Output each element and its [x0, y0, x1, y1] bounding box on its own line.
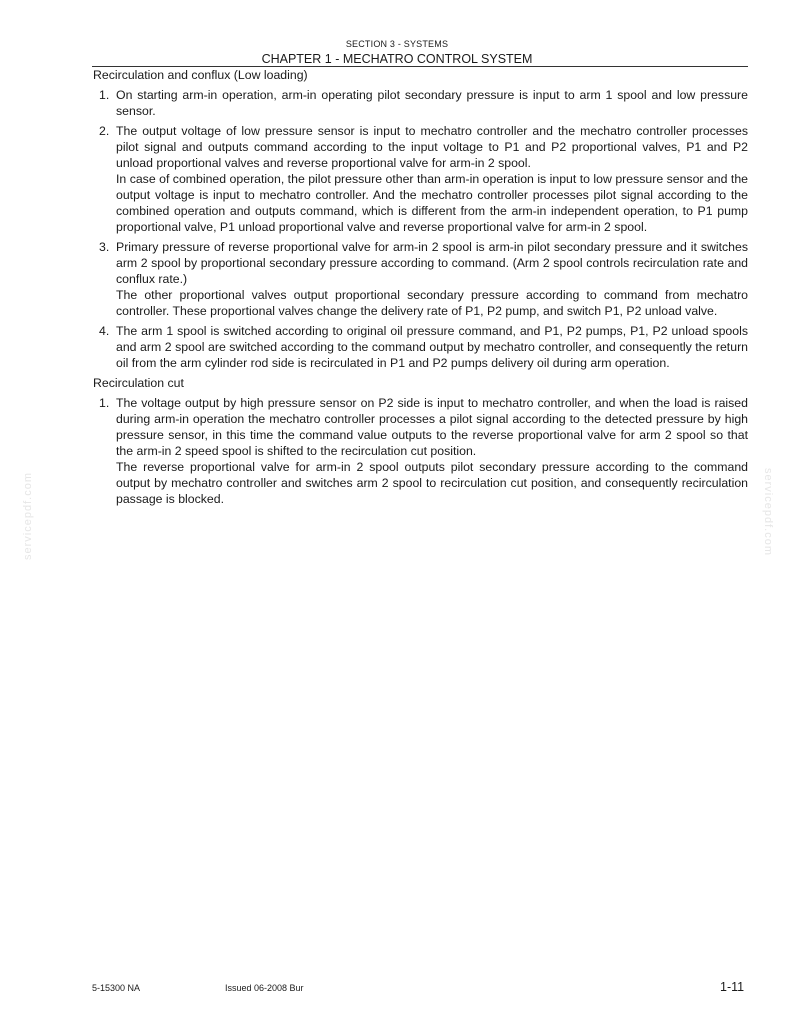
section-heading-recirculation-conflux: Recirculation and conflux (Low loading) [93, 68, 308, 82]
paragraph: The reverse proportional valve for arm-in 2 spool outputs pilot secondary pressure according to the command output by mechatro controller and switches arm 2 spool to recirculation cut position, and consequently recirculation passage is blocked. [116, 460, 748, 506]
numbered-list [93, 87, 748, 371]
watermark-left: servicepdf.com [22, 472, 34, 560]
section-heading-recirculation-cut: Recirculation cut [93, 376, 184, 390]
list-item [93, 395, 748, 507]
item-number: 2. [99, 124, 110, 138]
paragraph: The voltage output by high pressure sensor on P2 side is input to mechatro controller, and when the load is raised during arm-in operation the mechatro controller processes a pilot signal according to the detected pressure by high pressure sensor, in this time the command value outputs to the reverse proportional valve for arm 2 spool so that the arm-in 2 speed spool is shifted to the recirculation cut position. [116, 396, 748, 458]
list-item [93, 239, 748, 319]
list-item [93, 323, 748, 371]
paragraph: The other proportional valves output proportional secondary pressure according to command from mechatro controller. These proportional valves change the delivery rate of P1, P2 pump, and switch P1, P2 unload valve. [116, 288, 748, 318]
watermark-right: servicepdf.com [762, 468, 774, 556]
paragraph: On starting arm-in operation, arm-in operating pilot secondary pressure is input to arm 1 spool and low pressure sensor. [116, 88, 748, 118]
issue-date: Issued 06-2008 Bur [225, 983, 304, 993]
paragraph: Primary pressure of reverse proportional valve for arm-in 2 spool is arm-in pilot secondary pressure and it switches arm 2 spool by proportional secondary pressure according to command. (Arm 2 spool controls recirculation rate and conflux rate.) [116, 240, 748, 286]
numbered-list [93, 395, 748, 507]
list-item [93, 123, 748, 235]
body-content [93, 67, 748, 511]
item-number: 1. [99, 396, 110, 410]
page-footer [0, 980, 794, 1000]
paragraph: The output voltage of low pressure sensor is input to mechatro controller and the mechatro controller processes pilot signal and outputs command according to the input voltage to P1 and P2 proportional valves, P1 and P2 unload proportional valves and reverse proportional valve for arm-in 2 spool. [116, 124, 748, 170]
item-number: 3. [99, 240, 110, 254]
item-number: 4. [99, 324, 110, 338]
document-number: 5-15300 NA [92, 983, 141, 993]
page-header [0, 38, 794, 67]
item-number: 1. [99, 88, 110, 102]
section-title: SECTION 3 - SYSTEMS [345, 39, 449, 49]
paragraph: The arm 1 spool is switched according to original oil pressure command, and P1, P2 pumps, P1, P2 unload spools and arm 2 spool are switched according to the command output by mechatro controller, and consequently the return oil from the arm cylinder rod side is recirculated in P1 and P2 pumps delivery oil during arm operation. [116, 324, 748, 370]
chapter-title: CHAPTER 1 - MECHATRO CONTROL SYSTEM [261, 52, 533, 66]
list-item [93, 87, 748, 119]
page-number: 1-11 [720, 980, 745, 994]
paragraph: In case of combined operation, the pilot pressure other than arm-in operation is input to low pressure sensor and the output voltage is input to mechatro controller. And the mechatro controller processes pilot signal according to the combined operation and outputs command, which is different from the arm-in independent operation, to P1 pump proportional valve, P1 unload proportional valve and reverse proportional valve for arm-in 2 spool. [116, 172, 748, 234]
